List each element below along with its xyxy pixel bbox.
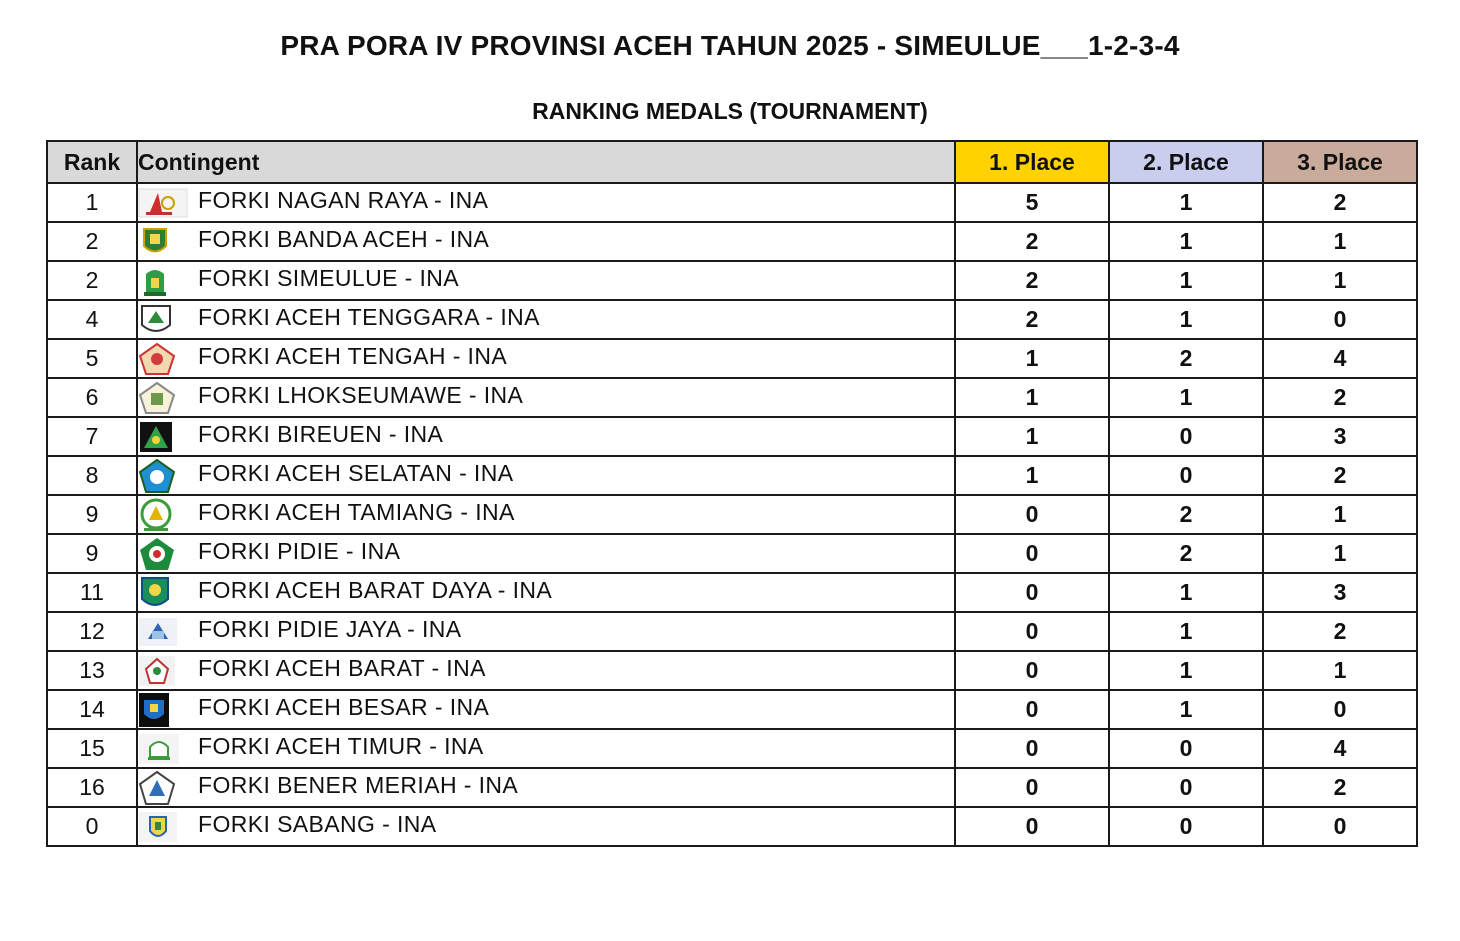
table-row [47, 222, 1417, 261]
pidie-emblem-icon [138, 537, 188, 571]
contingent-cell [137, 222, 955, 261]
aceh-tenggara-emblem-icon [138, 303, 188, 337]
gold-count: 0 [955, 729, 1109, 768]
rank-cell: 11 [47, 573, 137, 612]
aceh-besar-emblem-icon [138, 693, 188, 727]
contingent-cell [137, 456, 955, 495]
contingent-name: FORKI SIMEULUE - INA [198, 265, 460, 291]
rank-cell: 2 [47, 222, 137, 261]
table-row [47, 339, 1417, 378]
contingent-name: FORKI BANDA ACEH - INA [198, 226, 490, 252]
header-contingent: Contingent [137, 141, 955, 183]
table-row [47, 729, 1417, 768]
gold-count: 1 [955, 456, 1109, 495]
aceh-selatan-emblem-icon [138, 459, 188, 493]
table-row [47, 807, 1417, 846]
contingent-cell [137, 300, 955, 339]
bronze-count: 1 [1263, 651, 1417, 690]
table-row [47, 534, 1417, 573]
contingent-name: FORKI ACEH TENGAH - INA [198, 343, 508, 369]
silver-count: 1 [1109, 222, 1263, 261]
silver-count: 0 [1109, 768, 1263, 807]
silver-count: 1 [1109, 612, 1263, 651]
bronze-count: 2 [1263, 768, 1417, 807]
rank-cell: 1 [47, 183, 137, 222]
page-title: PRA PORA IV PROVINSI ACEH TAHUN 2025 - SIMEULUE___1-2-3-4 [280, 30, 1180, 61]
contingent-cell [137, 417, 955, 456]
table-row [47, 183, 1417, 222]
contingent-cell [137, 651, 955, 690]
silver-count: 1 [1109, 690, 1263, 729]
gold-count: 0 [955, 651, 1109, 690]
rank-cell: 16 [47, 768, 137, 807]
silver-count: 2 [1109, 339, 1263, 378]
contingent-name: FORKI LHOKSEUMAWE - INA [198, 382, 524, 408]
rank-cell: 12 [47, 612, 137, 651]
contingent-cell [137, 495, 955, 534]
bronze-count: 2 [1263, 183, 1417, 222]
contingent-name: FORKI ACEH TAMIANG - INA [198, 499, 515, 525]
gold-count: 0 [955, 612, 1109, 651]
bronze-count: 0 [1263, 300, 1417, 339]
aceh-barat-emblem-icon [138, 654, 188, 688]
gold-count: 1 [955, 378, 1109, 417]
contingent-cell [137, 339, 955, 378]
bireuen-emblem-icon [138, 420, 188, 454]
table-row [47, 690, 1417, 729]
gold-count: 0 [955, 534, 1109, 573]
contingent-name: FORKI NAGAN RAYA - INA [198, 187, 489, 213]
table-header-row [47, 141, 1417, 183]
contingent-cell [137, 378, 955, 417]
bronze-count: 2 [1263, 378, 1417, 417]
contingent-cell [137, 573, 955, 612]
header-third-place: 3. Place [1263, 141, 1417, 183]
medal-ranking-table [46, 140, 1418, 847]
contingent-name: FORKI ACEH BARAT DAYA - INA [198, 577, 553, 603]
table-row [47, 768, 1417, 807]
table-row [47, 417, 1417, 456]
rank-cell: 9 [47, 495, 137, 534]
contingent-cell [137, 690, 955, 729]
contingent-name: FORKI ACEH TIMUR - INA [198, 733, 484, 759]
rank-cell: 2 [47, 261, 137, 300]
pidie-jaya-emblem-icon [138, 615, 188, 649]
aceh-barat-daya-emblem-icon [138, 576, 188, 610]
silver-count: 0 [1109, 417, 1263, 456]
bronze-count: 4 [1263, 339, 1417, 378]
contingent-name: FORKI ACEH TENGGARA - INA [198, 304, 540, 330]
bronze-count: 3 [1263, 573, 1417, 612]
rank-cell: 14 [47, 690, 137, 729]
gold-count: 1 [955, 417, 1109, 456]
gold-count: 2 [955, 261, 1109, 300]
simeulue-emblem-icon [138, 264, 188, 298]
bronze-count: 3 [1263, 417, 1417, 456]
sabang-emblem-icon [138, 810, 188, 844]
silver-count: 1 [1109, 651, 1263, 690]
header-rank: Rank [47, 141, 137, 183]
header-second-place: 2. Place [1109, 141, 1263, 183]
contingent-name: FORKI BENER MERIAH - INA [198, 772, 519, 798]
rank-cell: 4 [47, 300, 137, 339]
bronze-count: 1 [1263, 534, 1417, 573]
table-row [47, 495, 1417, 534]
bronze-count: 0 [1263, 690, 1417, 729]
rank-cell: 8 [47, 456, 137, 495]
rank-cell: 0 [47, 807, 137, 846]
gold-count: 2 [955, 300, 1109, 339]
silver-count: 1 [1109, 300, 1263, 339]
table-row [47, 378, 1417, 417]
rank-cell: 9 [47, 534, 137, 573]
rank-cell: 13 [47, 651, 137, 690]
contingent-cell [137, 729, 955, 768]
silver-count: 0 [1109, 456, 1263, 495]
contingent-name: FORKI ACEH BESAR - INA [198, 694, 490, 720]
silver-count: 0 [1109, 807, 1263, 846]
bronze-count: 4 [1263, 729, 1417, 768]
silver-count: 1 [1109, 378, 1263, 417]
contingent-name: FORKI ACEH SELATAN - INA [198, 460, 514, 486]
gold-count: 1 [955, 339, 1109, 378]
silver-count: 0 [1109, 729, 1263, 768]
contingent-cell [137, 534, 955, 573]
table-row [47, 456, 1417, 495]
table-row [47, 300, 1417, 339]
banda-aceh-emblem-icon [138, 225, 188, 259]
contingent-name: FORKI PIDIE - INA [198, 538, 401, 564]
contingent-name: FORKI SABANG - INA [198, 811, 437, 837]
gold-count: 2 [955, 222, 1109, 261]
page-subtitle: RANKING MEDALS (TOURNAMENT) [532, 98, 928, 124]
silver-count: 1 [1109, 261, 1263, 300]
silver-count: 2 [1109, 495, 1263, 534]
aceh-tamiang-emblem-icon [138, 498, 188, 532]
rank-cell: 6 [47, 378, 137, 417]
lhokseumawe-emblem-icon [138, 381, 188, 415]
contingent-name: FORKI PIDIE JAYA - INA [198, 616, 462, 642]
aceh-timur-emblem-icon [138, 732, 188, 766]
bronze-count: 2 [1263, 612, 1417, 651]
aceh-tengah-emblem-icon [138, 342, 188, 376]
gold-count: 0 [955, 807, 1109, 846]
silver-count: 2 [1109, 534, 1263, 573]
rank-cell: 15 [47, 729, 137, 768]
gold-count: 0 [955, 495, 1109, 534]
contingent-cell [137, 261, 955, 300]
table-row [47, 573, 1417, 612]
contingent-name: FORKI BIREUEN - INA [198, 421, 444, 447]
bronze-count: 0 [1263, 807, 1417, 846]
table-row [47, 612, 1417, 651]
bener-meriah-emblem-icon [138, 771, 188, 805]
bronze-count: 1 [1263, 222, 1417, 261]
bronze-count: 1 [1263, 495, 1417, 534]
rank-cell: 7 [47, 417, 137, 456]
contingent-cell [137, 768, 955, 807]
gold-count: 0 [955, 690, 1109, 729]
contingent-cell [137, 183, 955, 222]
contingent-cell [137, 807, 955, 846]
silver-count: 1 [1109, 573, 1263, 612]
silver-count: 1 [1109, 183, 1263, 222]
gold-count: 5 [955, 183, 1109, 222]
table-row [47, 261, 1417, 300]
table-body [47, 183, 1417, 846]
gold-count: 0 [955, 768, 1109, 807]
contingent-name: FORKI ACEH BARAT - INA [198, 655, 486, 681]
header-first-place: 1. Place [955, 141, 1109, 183]
contingent-cell [137, 612, 955, 651]
nagan-raya-emblem-icon [138, 186, 188, 220]
bronze-count: 2 [1263, 456, 1417, 495]
gold-count: 0 [955, 573, 1109, 612]
rank-cell: 5 [47, 339, 137, 378]
bronze-count: 1 [1263, 261, 1417, 300]
table-row [47, 651, 1417, 690]
